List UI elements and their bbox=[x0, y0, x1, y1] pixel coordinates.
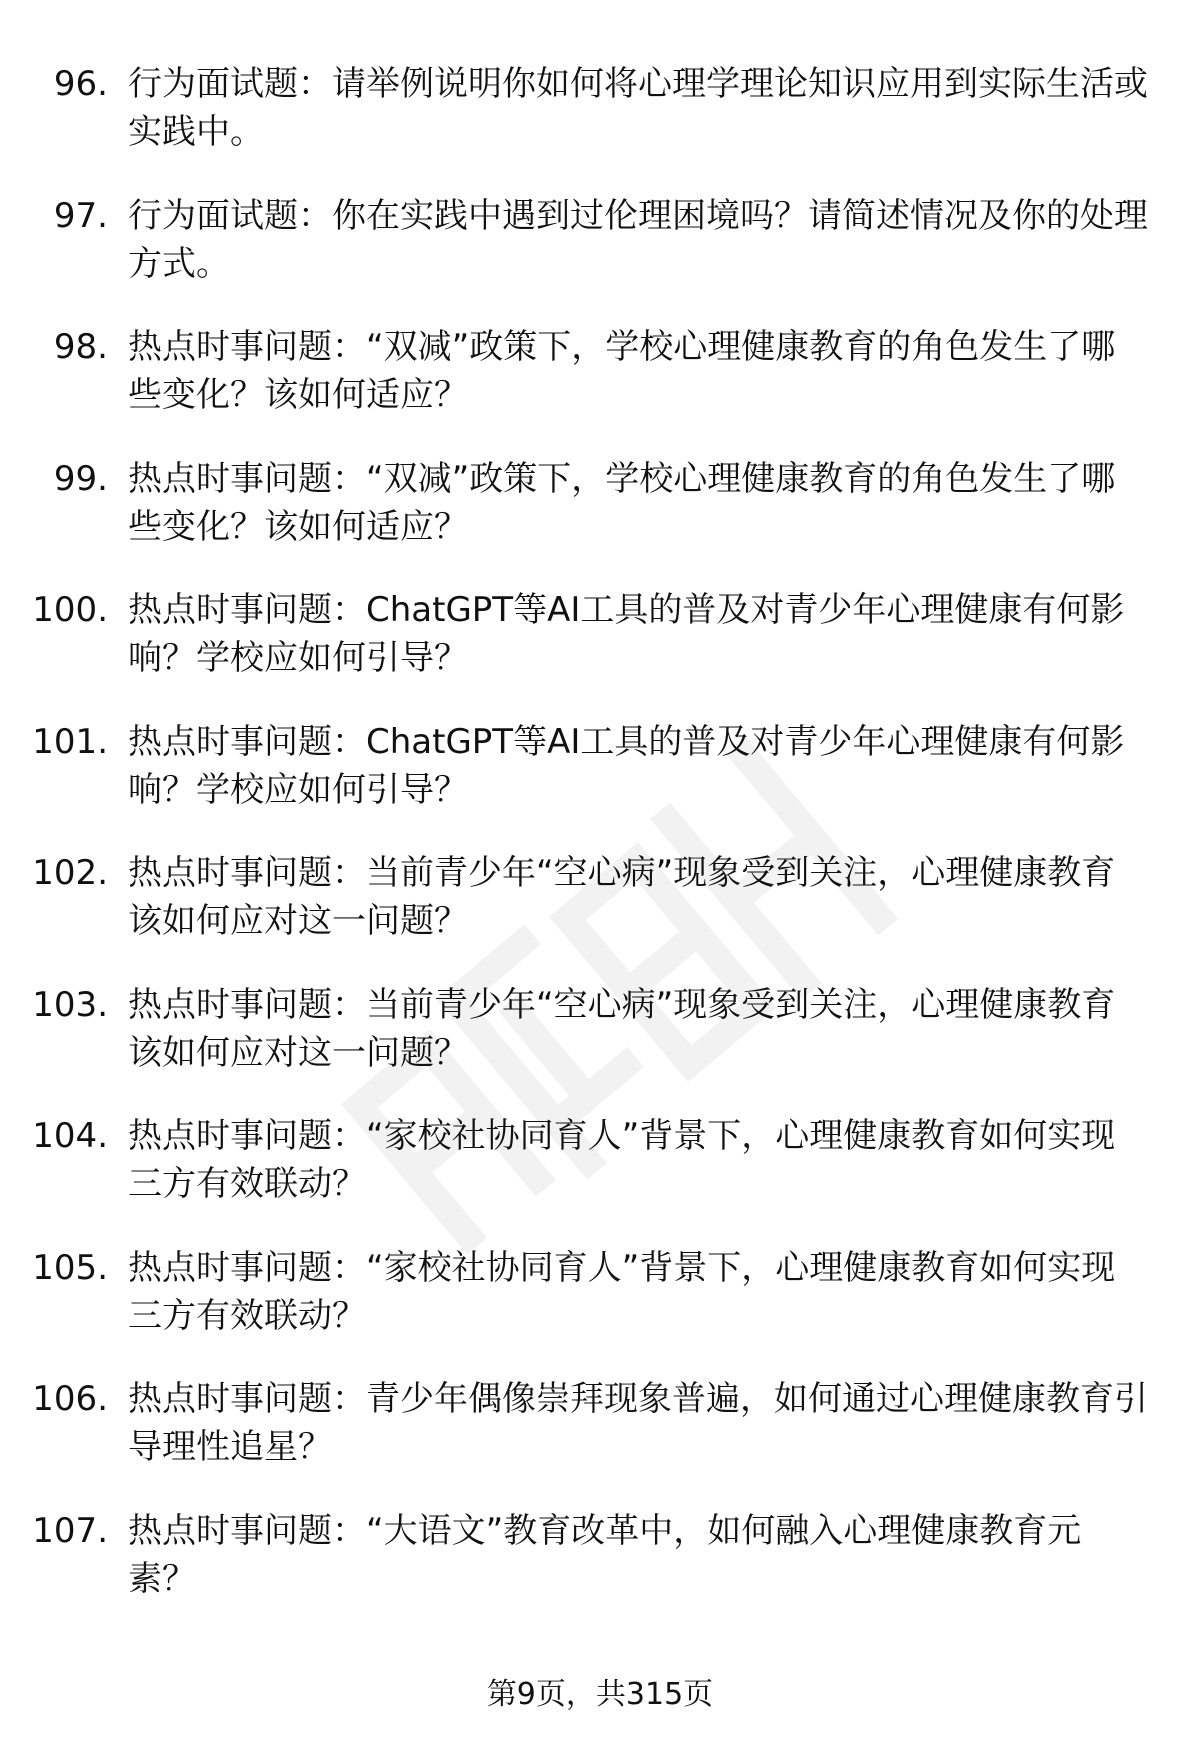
item-number: 102. bbox=[32, 853, 108, 893]
item-number: 103. bbox=[32, 984, 108, 1025]
item-number: 99. bbox=[53, 458, 108, 499]
item-number: 98. bbox=[53, 327, 108, 367]
item-number: 107. bbox=[32, 1510, 108, 1551]
item-text: 热点时事问题：当前青少年“空心病”现象受到关注，心理健康教育该如何应对这一问题？ bbox=[128, 984, 1116, 1073]
question-list bbox=[0, 60, 1200, 1638]
item-text: 行为面试题：你在实践中遇到过伦理困境吗？请简述情况及你的处理方式。 bbox=[128, 195, 1148, 284]
list-item bbox=[0, 586, 1200, 718]
item-number: 106. bbox=[32, 1379, 108, 1419]
item-text: 热点时事问题：“双减”政策下，学校心理健康教育的角色发生了哪些变化？该如何适应？ bbox=[128, 327, 1116, 415]
item-text: 热点时事问题：当前青少年“空心病”现象受到关注，心理健康教育该如何应对这一问题？ bbox=[128, 853, 1116, 941]
item-number: 104. bbox=[32, 1116, 108, 1156]
list-item bbox=[0, 981, 1200, 1113]
list-item bbox=[0, 1112, 1200, 1244]
item-text: 热点时事问题：ChatGPT等AI工具的普及对青少年心理健康有何影响？学校应如何引导？ bbox=[128, 590, 1125, 678]
list-item bbox=[0, 1375, 1200, 1507]
list-item bbox=[0, 323, 1200, 455]
page-footer: 第9页，共315页 bbox=[486, 1677, 714, 1712]
item-text: 行为面试题：请举例说明你如何将心理学理论知识应用到实际生活或实践中。 bbox=[128, 64, 1148, 152]
list-item bbox=[0, 849, 1200, 981]
item-number: 101. bbox=[32, 721, 108, 762]
item-text: 热点时事问题：“家校社协同育人”背景下，心理健康教育如何实现三方有效联动？ bbox=[128, 1247, 1116, 1336]
item-text: 热点时事问题：ChatGPT等AI工具的普及对青少年心理健康有何影响？学校应如何引导？ bbox=[128, 721, 1125, 810]
list-item bbox=[0, 1244, 1200, 1376]
item-number: 100. bbox=[32, 590, 108, 630]
item-number: 105. bbox=[32, 1247, 108, 1288]
item-number: 96. bbox=[53, 64, 108, 104]
item-text: 热点时事问题：“双减”政策下，学校心理健康教育的角色发生了哪些变化？该如何适应？ bbox=[128, 458, 1116, 547]
item-text: 热点时事问题：“大语文”教育改革中，如何融入心理健康教育元素？ bbox=[128, 1510, 1082, 1599]
list-item bbox=[0, 718, 1200, 850]
list-item bbox=[0, 1507, 1200, 1639]
item-text: 热点时事问题：青少年偶像崇拜现象普遍，如何通过心理健康教育引导理性追星？ bbox=[128, 1379, 1148, 1467]
list-item bbox=[0, 455, 1200, 587]
item-text: 热点时事问题：“家校社协同育人”背景下，心理健康教育如何实现三方有效联动？ bbox=[128, 1116, 1116, 1204]
list-item bbox=[0, 192, 1200, 324]
list-item bbox=[0, 60, 1200, 192]
item-number: 97. bbox=[53, 195, 108, 236]
